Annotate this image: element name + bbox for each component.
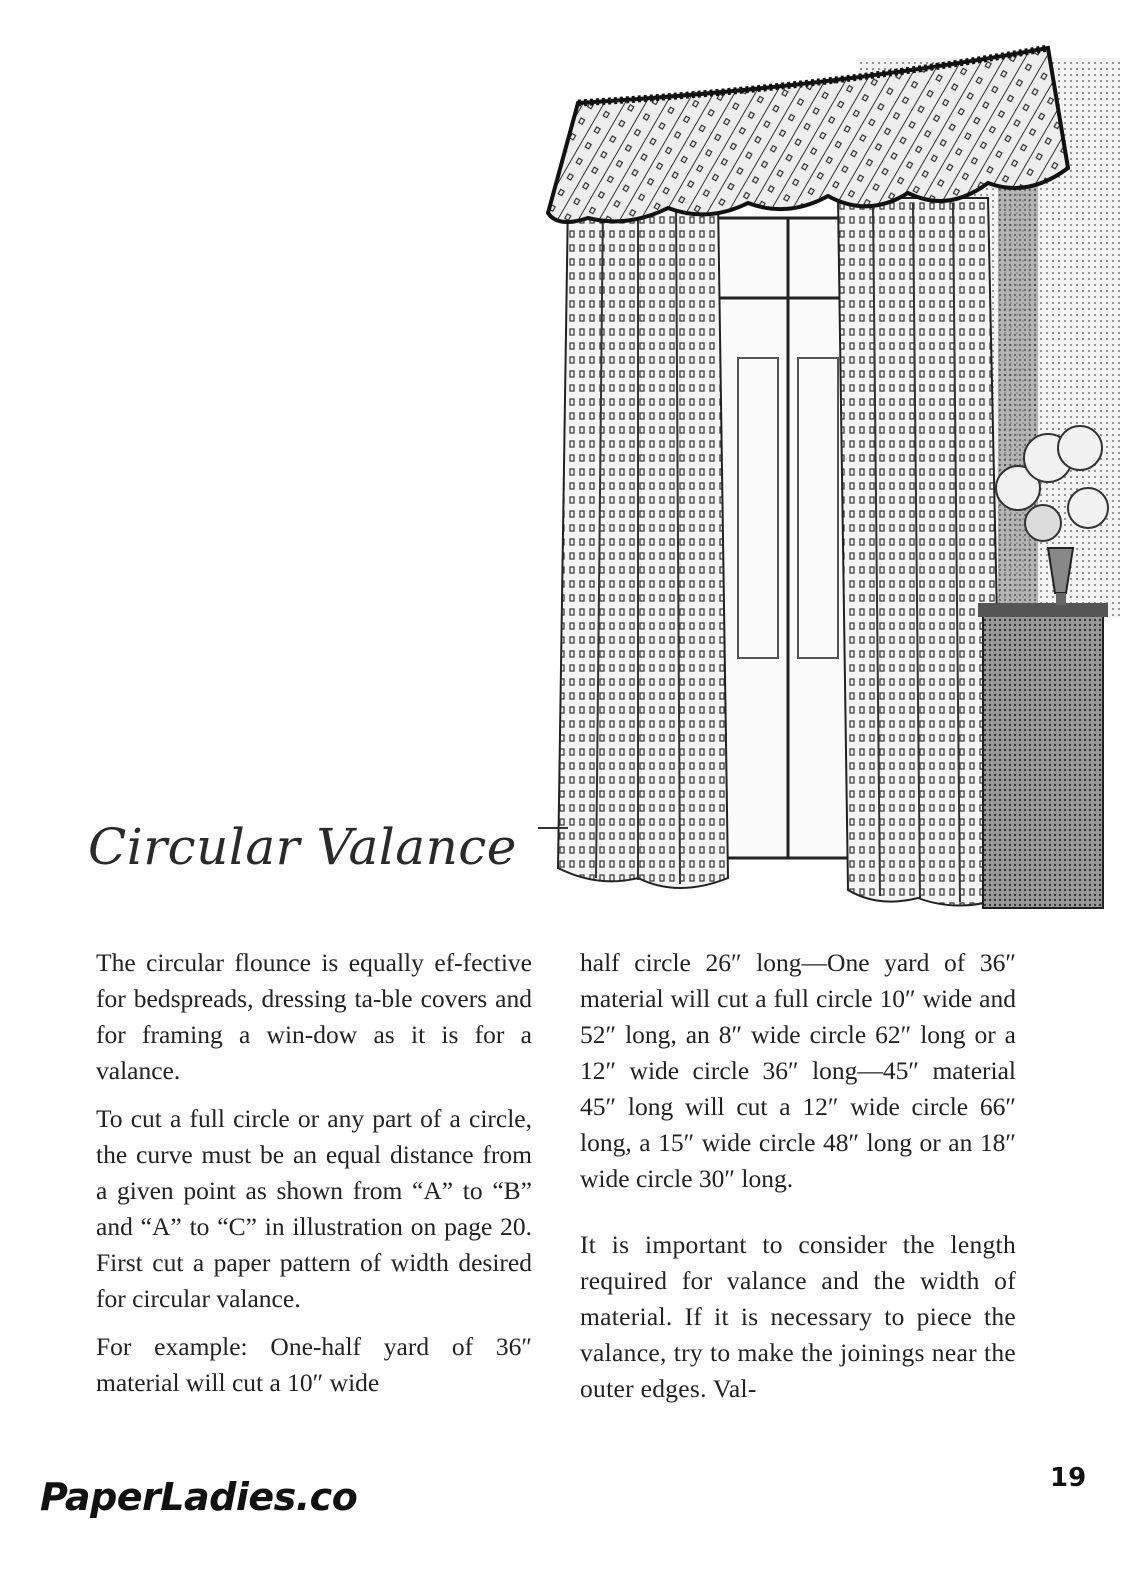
curtain-window-illustration — [528, 18, 1120, 938]
paragraph-cutting-circle: To cut a full circle or any part of a circle, the curve must be an equal distance from a given point as shown from “A” to “B” and “A” to “C” in illustration on page 20. First cut a paper pattern of width desired for circular valance. — [96, 1104, 532, 1313]
side-table — [978, 603, 1108, 908]
text-column-left — [96, 945, 532, 1401]
page-number: 19 — [1050, 1463, 1087, 1493]
paragraph-piecing: It is important to consider the length required for valance and the width of material. If it is necessary to piece the valance, try to make the joinings near the outer edges. Val- — [580, 1230, 1016, 1403]
paragraph-example: For example: One-half yard of 36″ material will cut a 10″ wide — [96, 1332, 532, 1397]
paragraph-measurements: half circle 26″ long—One yard of 36″ material will cut a full circle 10″ wide and 52″ long, an 8″ wide circle 62″ long or a 12″ wide circle 36″ long—45″ material 45″ long will cut a 12″ wide circle 66″ long, a 15″ wide circle 48″ long or an 18″ wide circle 30″ long. — [580, 948, 1016, 1193]
brand-logo: PaperLadies.co — [40, 1475, 358, 1519]
page-title: Circular Valance — [88, 818, 517, 876]
text-column-right — [580, 945, 1016, 1407]
curtain-left — [558, 198, 728, 888]
curtain-right — [838, 198, 1003, 906]
paragraph-intro: The circular flounce is equally ef-fective for bedspreads, dressing ta-ble covers and for framing a win-dow as it is for a valance. — [96, 948, 532, 1085]
